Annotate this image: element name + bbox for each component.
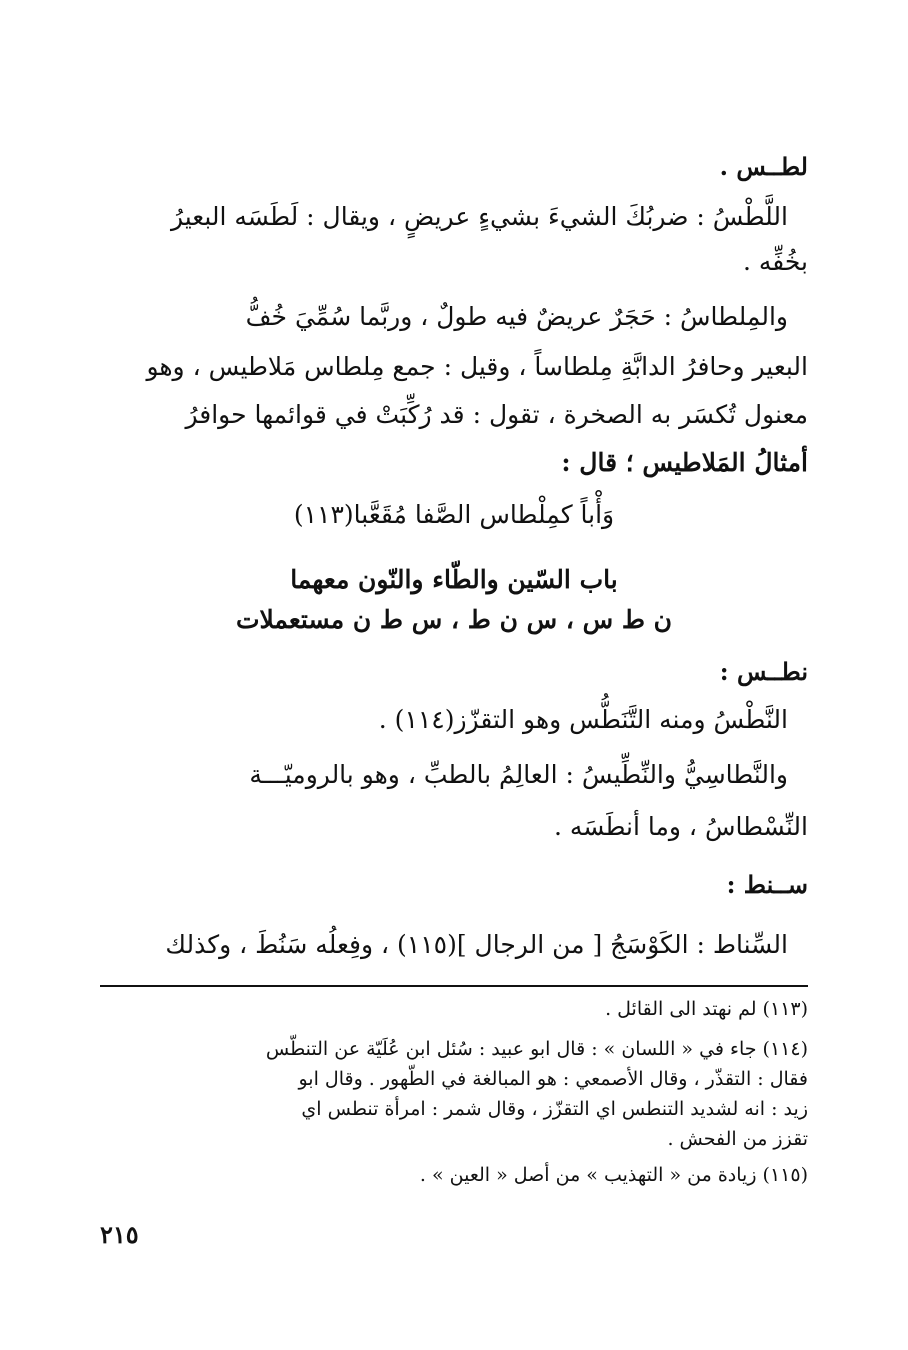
paragraph-line: السِّناط : الكَوْسَجُ [ من الرجال ](١١٥) ، وفِعلُه سَنُطَ ، وكذلك bbox=[165, 930, 788, 959]
paragraph-line: النِّسْطاسُ ، وما أنطَسَه . bbox=[553, 812, 808, 841]
page-number: ٢١٥ bbox=[100, 1220, 139, 1249]
footnote-115: (١١٥) زيادة من « التهذيب » من أصل « العين » . bbox=[419, 1164, 808, 1186]
footnote-separator bbox=[100, 985, 808, 987]
paragraph-line: النَّطْسُ ومنه التَّنَطُّس وهو التقزّز(١١٤) . bbox=[378, 705, 788, 734]
paragraph-line: البعير وحافرُ الدابَّةِ مِلطاساً ، وقيل : جمع مِلطاس مَلاطيس ، وهو bbox=[146, 352, 808, 381]
entry-heading-snt: ســنط : bbox=[726, 870, 808, 899]
paragraph-line: بخُفِّه . bbox=[742, 247, 808, 276]
footnote-113: (١١٣) لم نهتد الى القائل . bbox=[605, 998, 808, 1020]
chapter-subtitle: ن ط س ، س ن ط ، س ط ن مستعملات bbox=[235, 605, 673, 634]
verse-line: وَأْباً كمِلْطاس الصَّفا مُقَعَّبا(١١٣) bbox=[293, 500, 615, 529]
chapter-title: باب السّين والطّاء والنّون معهما bbox=[290, 565, 618, 594]
footnote-114-line: فقال : التقذّر ، وقال الأصمعي : هو المبالغة في الطّهور . وقال ابو bbox=[298, 1068, 808, 1090]
entry-heading-lts: لطــس . bbox=[719, 152, 808, 181]
footnote-114-line: زيد : انه لشديد التنطس اي التقزّز ، وقال شمر : امرأة تنطس اي bbox=[301, 1098, 808, 1120]
footnote-114-line: تقزز من الفحش . bbox=[667, 1128, 808, 1150]
paragraph-line: معنول تُكسَر به الصخرة ، تقول : قد رُكِّبَتْ في قوائمها حوافرُ bbox=[185, 400, 808, 429]
footnote-114-line: (١١٤) جاء في « اللسان » : قال ابو عبيد : سُئل ابن عُلَيّة عن التنطّس bbox=[265, 1038, 808, 1060]
entry-heading-nts: نطــس : bbox=[719, 657, 808, 686]
paragraph-line: أمثالُ المَلاطيس ؛ قال : bbox=[561, 448, 808, 477]
paragraph-line: والنَّطاسِيُّ والنِّطِّيسُ : العالِمُ بالطبِّ ، وهو بالروميّـــة bbox=[249, 760, 788, 789]
paragraph-line: والمِلطاسُ : حَجَرٌ عريضٌ فيه طولٌ ، وربَّما سُمِّيَ خُفُّ bbox=[245, 302, 788, 331]
paragraph-line: اللَّطْسُ : ضربُكَ الشيءَ بشيءٍ عريضٍ ، ويقال : لَطَسَه البعيرُ bbox=[170, 202, 788, 231]
